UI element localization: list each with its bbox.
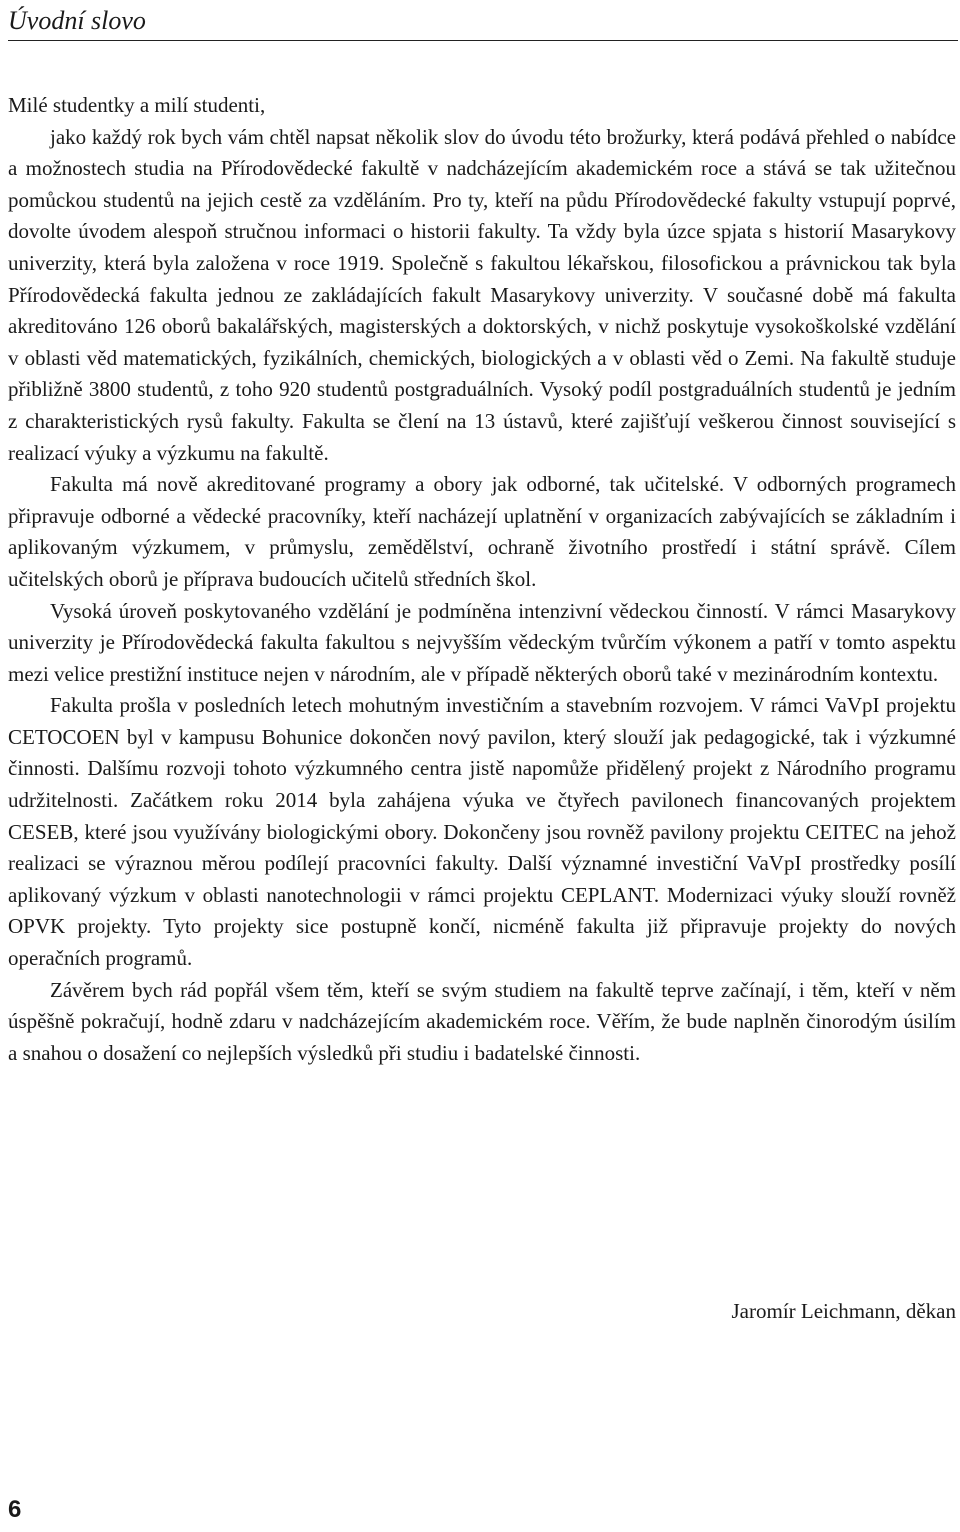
salutation: Milé studentky a milí studenti,: [8, 93, 266, 117]
page-number: 6: [8, 1496, 22, 1523]
paragraph-intro: jako každý rok bych vám chtěl napsat několik slov do úvodu této brožurky, která podává přehled o nabídce a možnostech studia na Přírodovědecké fakultě v nadcházejícím akademickém roce a stává se tak užitečnou pomůckou studentů na jejich cestě za vzděláním. Pro ty, kteří na půdu Přírodovědecké fakulty vstupují poprvé, dovolte úvodem alespoň stručnou informaci o historii fakulty. Ta vždy byla úzce spjata s historií Masarykovy univerzity, která byla založena v roce 1919. Společně s fakultou lékařskou, filosofickou a právnickou tak byla Přírodovědecká fakulta jednou ze zakládajících fakult Masarykovy univerzity. V současné době má fakulta akreditováno 126 oborů bakalářských, magisterských a doktorských, v nichž poskytuje vysokoškolské vzdělání v oblasti věd matematických, fyzikálních, chemických, biologických a v oblasti věd o Zemi. Na fakultě studuje přibližně 3800 studentů, z toho 920 studentů postgraduálních. Vysoký podíl postgraduálních studentů je jedním z charakteristických rysů fakulty. Fakulta se člení na 13 ústavů, které zajišťují veškerou činnost související s realizací výuky a výzkumu na fakultě.: [8, 124, 956, 465]
section-title: Úvodní slovo: [8, 6, 146, 35]
paragraph-research: Vysoká úroveň poskytovaného vzdělání je podmíněna intenzivní vědeckou činností. V rámci Masarykovy univerzity je Přírodovědecká fakulta fakultou s nejvyšším vědeckým tvůrčím výkonem a patří v tomto aspektu mezi velice prestižní instituce nejen v národním, ale v případě některých oborů také v mezinárodním kontextu.: [8, 598, 956, 686]
paragraph-closing: Závěrem bych rád popřál všem těm, kteří se svým studiem na fakultě teprve začínají, i těm, kteří v něm úspěšně pokračují, hodně zdaru v nadcházejícím akademickém roce. Věřím, že bude naplněn činorodým úsilím a snahou o dosažení co nejlepších výsledků při studiu i badatelské činnosti.: [8, 977, 956, 1065]
section-header: [8, 0, 958, 41]
paragraph-programs: Fakulta má nově akreditované programy a obory jak odborné, tak učitelské. V odborných programech připravuje odborné a vědecké pracovníky, kteří nacházejí uplatnění v organizacích zabývajících se základním i aplikovaným výzkumem, v průmyslu, zemědělství, ochraně životního prostředí i státní správě. Cílem učitelských oborů je příprava budoucích učitelů středních škol.: [8, 472, 956, 591]
letter-body: [8, 90, 956, 1069]
paragraph-investment: Fakulta prošla v posledních letech mohutným investičním a stavebním rozvojem. V rámci VaVpI projektu CETOCOEN byl v kampusu Bohunice dokončen nový pavilon, který slouží jak pedagogické, tak i výzkumné činnosti. Dalšímu rozvoji tohoto výzkumného centra jistě napomůže přidělený projekt z Národního programu udržitelnosti. Začátkem roku 2014 byla zahájena výuka ve čtyřech pavilonech financovaných projektem CESEB, které jsou využívány biologickými obory. Dokončeny jsou rovněž pavilony projektu CEITEC na jehož realizaci se výraznou měrou podílejí pracovníci fakulty. Další významné investiční VaVpI prostředky posílí aplikovaný výzkum v oblasti nanotechnologii v rámci projektu CEPLANT. Modernizaci výuky slouží rovněž OPVK projekty. Tyto projekty sice postupně končí, nicméně fakulta již připravuje projekty do nových operačních programů.: [8, 693, 956, 971]
signature: Jaromír Leichmann, děkan: [731, 1299, 956, 1323]
